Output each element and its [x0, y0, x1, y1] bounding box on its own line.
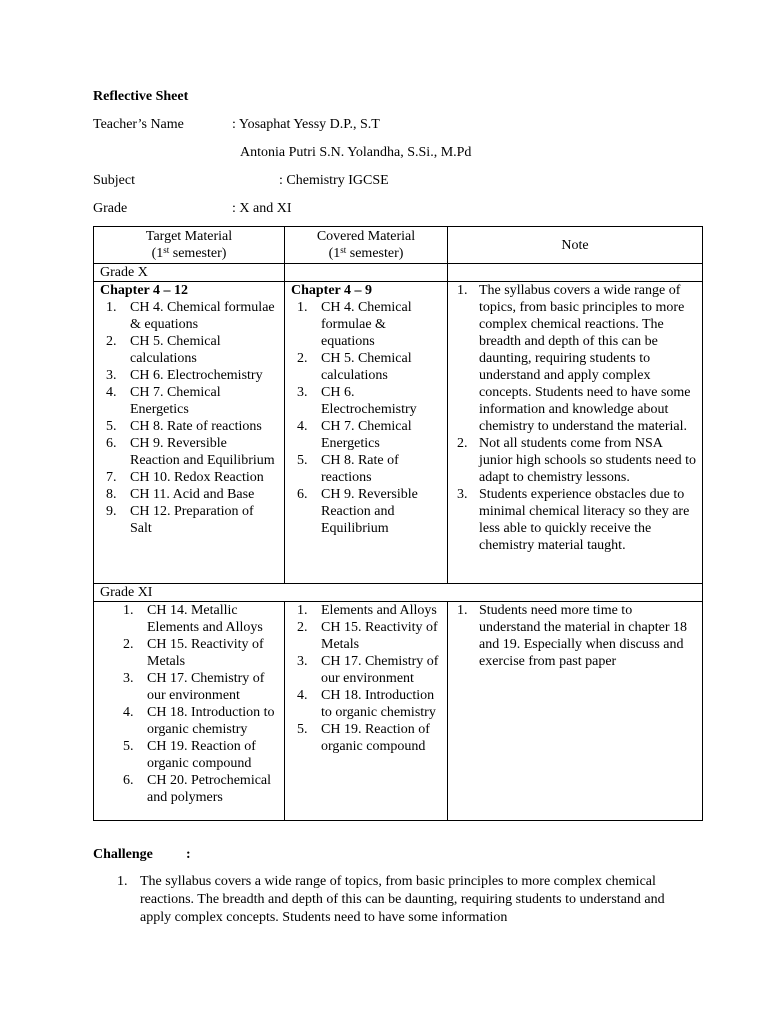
covered-material-item	[291, 418, 441, 452]
list-item-text: CH 9. Reversible Reaction and Equilibrium	[130, 436, 275, 468]
covered-material-item	[291, 721, 441, 755]
list-number: 4.	[297, 419, 308, 434]
list-number: 3.	[297, 385, 308, 400]
grade-x-covered-heading: Chapter 4 – 9	[291, 283, 373, 298]
covered-material-item	[291, 687, 441, 721]
list-number: 4.	[123, 705, 134, 720]
header-target-label: Target Material	[145, 229, 233, 244]
list-item-text: CH 10. Redox Reaction	[130, 470, 264, 485]
target-material-item	[100, 333, 278, 367]
grade-x-covered-list	[291, 299, 441, 537]
grade-x-covered-cell	[285, 282, 448, 584]
list-item-text: CH 15. Reactivity of Metals	[321, 620, 438, 652]
list-item-text: The syllabus covers a wide range of topics, from basic principles to more complex chemical reactions. The breadth and depth of this can be daunting, requiring students to understand and apply complex concepts. Students need to have some information and knowledge about chemistry to understand the material.	[479, 283, 691, 434]
target-material-item	[100, 299, 278, 333]
list-item-text: CH 11. Acid and Base	[130, 487, 255, 502]
challenge-label: Challenge	[93, 847, 153, 862]
covered-material-item	[291, 452, 441, 486]
list-number: 3.	[297, 654, 308, 669]
list-item-text: CH 8. Rate of reactions	[130, 419, 262, 434]
list-item-text: CH 14. Metallic Elements and Alloys	[147, 603, 263, 635]
list-number: 2.	[297, 351, 308, 366]
teacher-name-2: Antonia Putri S.N. Yolandha, S.Si., M.Pd	[240, 145, 472, 160]
challenge-item	[117, 873, 677, 927]
target-material-item	[100, 367, 278, 384]
target-material-item	[100, 738, 278, 772]
target-material-item	[100, 469, 278, 486]
header-target-material	[94, 227, 285, 264]
header-note: Note	[448, 227, 703, 264]
list-number: 6.	[106, 436, 117, 451]
table-header-row	[94, 227, 703, 264]
list-number: 4.	[106, 385, 117, 400]
list-number: 2.	[297, 620, 308, 635]
grade-x-content-row	[94, 282, 703, 584]
target-material-item	[100, 602, 278, 636]
list-number: 3.	[106, 368, 117, 383]
target-material-item	[100, 503, 278, 537]
list-number: 1.	[457, 283, 468, 298]
list-number: 5.	[106, 419, 117, 434]
target-material-item	[100, 384, 278, 418]
grade-xi-target-cell	[94, 602, 285, 821]
target-material-item	[100, 435, 278, 469]
subject-label: Subject	[93, 173, 135, 188]
target-material-item	[100, 486, 278, 503]
grade-x-label-row	[94, 264, 703, 282]
covered-material-item	[291, 653, 441, 687]
list-number: 2.	[457, 436, 468, 451]
list-number: 1.	[123, 603, 134, 618]
list-number: 1.	[117, 874, 128, 889]
list-item-text: CH 20. Petrochemical and polymers	[147, 773, 272, 805]
note-item	[454, 602, 696, 670]
list-number: 6.	[297, 487, 308, 502]
header-covered-semester: (1st semester)	[328, 245, 404, 261]
list-item-text: CH 9. Reversible Reaction and Equilibrium	[321, 487, 418, 536]
list-item-text: CH 15. Reactivity of Metals	[147, 637, 264, 669]
note-item	[454, 282, 696, 435]
grade-x-target-list	[100, 299, 278, 537]
grade-xi-note-cell	[448, 602, 703, 821]
list-item-text: CH 12. Preparation of Salt	[130, 504, 254, 536]
header-covered-label: Covered Material	[316, 229, 416, 244]
list-item-text: CH 19. Reaction of organic compound	[147, 739, 256, 771]
grade-xi-covered-list	[291, 602, 441, 755]
list-number: 1.	[297, 300, 308, 315]
covered-material-item	[291, 384, 441, 418]
subject-value: : Chemistry IGCSE	[279, 173, 389, 188]
list-item-text: CH 18. Introduction to organic chemistry	[321, 688, 436, 720]
grade-value: : X and XI	[232, 201, 292, 216]
challenge-item-text: The syllabus covers a wide range of topics, from basic principles to more complex chemical reactions. The breadth and depth of this can be daunting, requiring students to understand and apply complex concepts. Students need to have some information	[140, 874, 665, 925]
list-number: 6.	[123, 773, 134, 788]
grade-x-note-list	[454, 282, 696, 554]
list-item-text: CH 19. Reaction of organic compound	[321, 722, 430, 754]
grade-label: Grade	[93, 201, 128, 216]
list-item-text: CH 4. Chemical formulae & equations	[321, 300, 412, 349]
teacher-name-1: : Yosaphat Yessy D.P., S.T	[232, 117, 380, 132]
list-item-text: CH 4. Chemical formulae & equations	[130, 300, 275, 332]
list-item-text: CH 5. Chemical calculations	[130, 334, 221, 366]
target-material-item	[100, 704, 278, 738]
challenge-colon: :	[186, 847, 191, 862]
target-material-item	[100, 670, 278, 704]
list-item-text: Students need more time to understand the material in chapter 18 and 19. Especially when discuss and exercise from past paper	[479, 603, 687, 669]
note-item	[454, 435, 696, 486]
target-material-item	[100, 418, 278, 435]
list-item-text: CH 6. Electrochemistry	[130, 368, 263, 383]
reflection-table	[93, 226, 703, 821]
list-item-text: CH 8. Rate of reactions	[321, 453, 399, 485]
covered-material-item	[291, 350, 441, 384]
list-item-text: CH 18. Introduction to organic chemistry	[147, 705, 275, 737]
covered-material-item	[291, 299, 441, 350]
list-number: 3.	[123, 671, 134, 686]
list-number: 9.	[106, 504, 117, 519]
note-item	[454, 486, 696, 554]
covered-material-item	[291, 486, 441, 537]
header-covered-material	[285, 227, 448, 264]
teacher-label: Teacher’s Name	[93, 117, 184, 132]
list-item-text: Not all students come from NSA junior high schools so students need to adapt to chemistry lessons.	[479, 436, 696, 485]
grade-x-target-heading: Chapter 4 – 12	[100, 283, 189, 298]
grade-xi-target-list	[100, 602, 278, 806]
list-number: 1.	[457, 603, 468, 618]
grade-x-label: Grade X	[94, 264, 285, 282]
grade-xi-covered-cell	[285, 602, 448, 821]
target-material-item	[100, 772, 278, 806]
list-number: 2.	[123, 637, 134, 652]
list-item-text: Elements and Alloys	[321, 603, 437, 618]
list-item-text: CH 17. Chemistry of our environment	[321, 654, 439, 686]
list-item-text: CH 5. Chemical calculations	[321, 351, 412, 383]
grade-xi-label: Grade XI	[94, 584, 703, 602]
list-number: 7.	[106, 470, 117, 485]
covered-material-item	[291, 602, 441, 619]
grade-x-target-cell	[94, 282, 285, 584]
grade-xi-label-row	[94, 584, 703, 602]
challenge-list	[117, 873, 677, 927]
list-item-text: CH 6. Electrochemistry	[321, 385, 417, 417]
list-item-text: CH 7. Chemical Energetics	[321, 419, 412, 451]
target-material-item	[100, 636, 278, 670]
list-item-text: Students experience obstacles due to minimal chemical literacy so they are less able to quickly receive the chemistry material taught.	[479, 487, 690, 553]
list-number: 4.	[297, 688, 308, 703]
grade-xi-content-row	[94, 602, 703, 821]
list-item-text: CH 7. Chemical Energetics	[130, 385, 221, 417]
list-number: 1.	[106, 300, 117, 315]
header-target-semester: (1st semester)	[151, 245, 227, 261]
covered-material-item	[291, 619, 441, 653]
list-number: 3.	[457, 487, 468, 502]
sheet-title: Reflective Sheet	[93, 89, 189, 104]
list-number: 1.	[297, 603, 308, 618]
list-number: 5.	[297, 722, 308, 737]
list-number: 8.	[106, 487, 117, 502]
grade-x-note-cell	[448, 282, 703, 584]
list-number: 5.	[123, 739, 134, 754]
grade-xi-note-list	[454, 602, 696, 670]
list-number: 5.	[297, 453, 308, 468]
list-item-text: CH 17. Chemistry of our environment	[147, 671, 265, 703]
list-number: 2.	[106, 334, 117, 349]
